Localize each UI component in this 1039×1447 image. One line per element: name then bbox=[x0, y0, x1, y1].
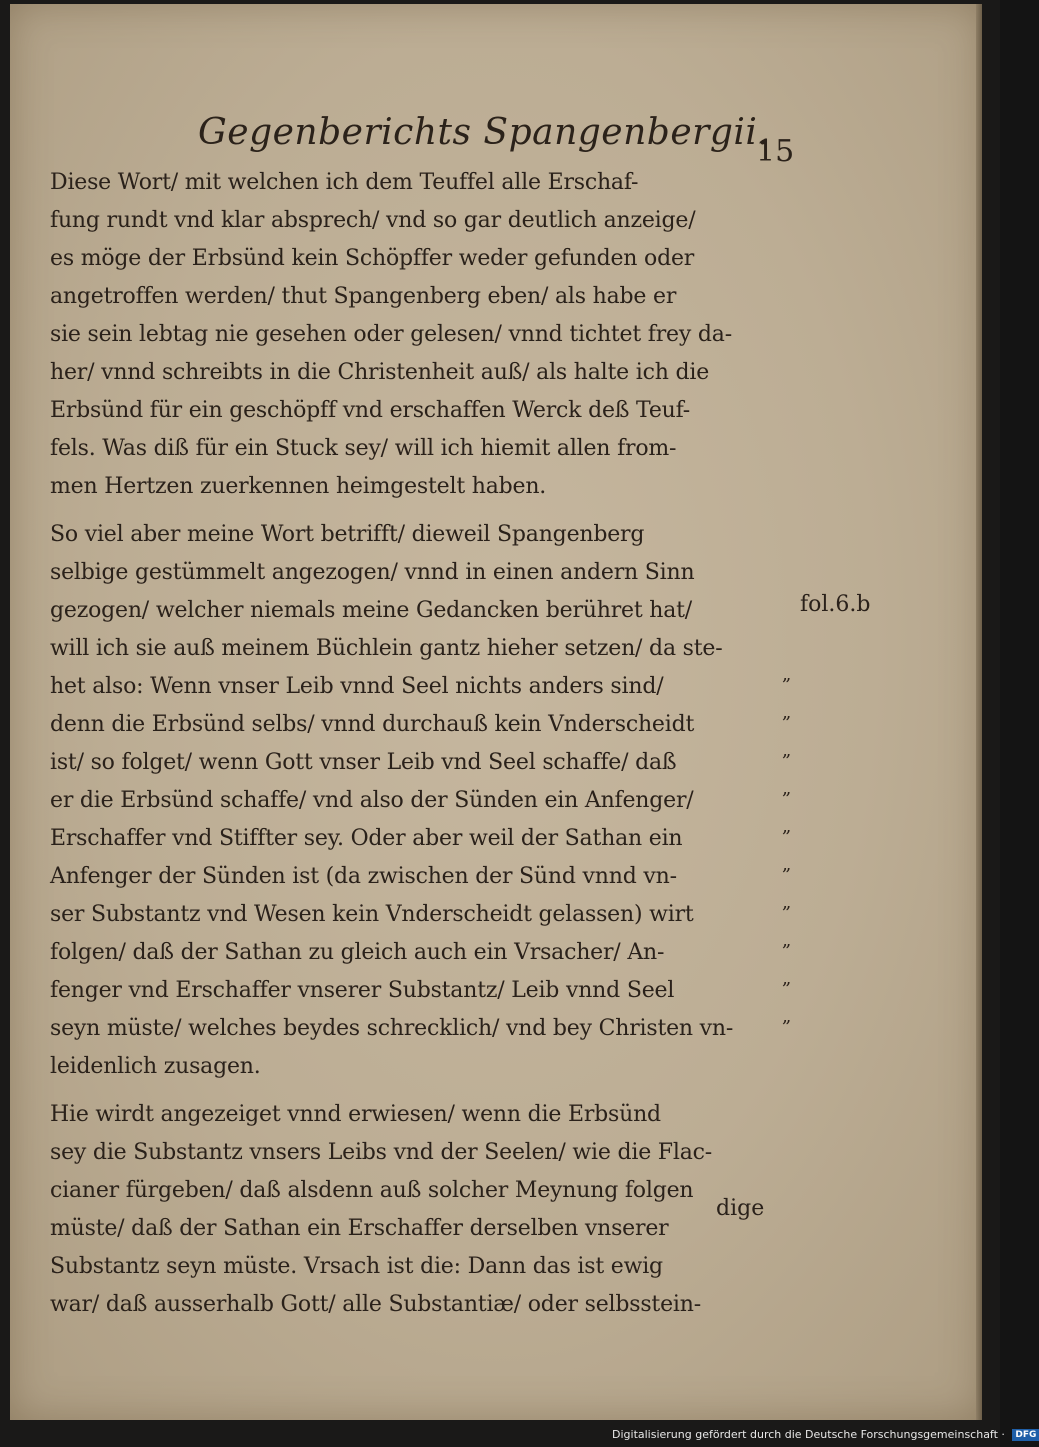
quotation-mark: „ bbox=[782, 816, 792, 837]
text-line: ser Substantz vnd Wesen kein Vnderscheidt gelassen) wirt bbox=[50, 902, 694, 927]
text-line: ist/ so folget/ wenn Gott vnser Leib vnd Seel schaffe/ daß bbox=[50, 750, 677, 775]
text-line: het also: Wenn vnser Leib vnnd Seel nichts anders sind/ bbox=[50, 674, 664, 699]
text-line: Substantz seyn müste. Vrsach ist die: Dann das ist ewig bbox=[50, 1254, 663, 1279]
text-line: gezogen/ welcher niemals meine Gedancken berühret hat/ bbox=[50, 598, 693, 623]
text-line: selbige gestümmelt angezogen/ vnnd in einen andern Sinn bbox=[50, 560, 695, 585]
text-line: fels. Was diß für ein Stuck sey/ will ich hiemit allen from- bbox=[50, 436, 677, 461]
quotation-mark: „ bbox=[782, 1006, 792, 1027]
credit-text: Digitalisierung gefördert durch die Deutsche Forschungsgemeinschaft · bbox=[612, 1428, 1005, 1441]
quotation-mark: „ bbox=[782, 664, 792, 685]
dfg-logo-icon: DFG bbox=[1012, 1429, 1039, 1441]
quotation-mark: „ bbox=[782, 778, 792, 799]
text-line: Erschaffer vnd Stiffter sey. Oder aber weil der Sathan ein bbox=[50, 826, 683, 851]
text-line: Hie wirdt angezeiget vnnd erwiesen/ wenn die Erbsünd bbox=[50, 1102, 661, 1127]
text-line: er die Erbsünd schaffe/ vnd also der Sünden ein Anfenger/ bbox=[50, 788, 694, 813]
quotation-mark: „ bbox=[782, 740, 792, 761]
margin-note: fol.6.b bbox=[800, 592, 871, 617]
text-line: So viel aber meine Wort betrifft/ dieweil Spangenberg bbox=[50, 522, 645, 547]
quotation-mark: „ bbox=[782, 854, 792, 875]
text-line: men Hertzen zuerkennen heimgestelt haben. bbox=[50, 474, 547, 499]
text-line: sie sein lebtag nie gesehen oder gelesen/ vnnd tichtet frey da- bbox=[50, 322, 732, 347]
text-line: müste/ daß der Sathan ein Erschaffer derselben vnserer bbox=[50, 1216, 669, 1241]
text-line: will ich sie auß meinem Büchlein gantz hieher setzen/ da ste- bbox=[50, 636, 723, 661]
quotation-mark: „ bbox=[782, 968, 792, 989]
text-line: Erbsünd für ein geschöpff vnd erschaffen Werck deß Teuf- bbox=[50, 398, 691, 423]
digitization-credit bbox=[612, 1428, 1039, 1441]
text-line: war/ daß ausserhalb Gott/ alle Substantiæ/ oder selbsstein- bbox=[50, 1292, 701, 1317]
page-edge bbox=[976, 4, 982, 1420]
text-line: seyn müste/ welches beydes schrecklich/ vnd bey Christen vn- bbox=[50, 1016, 734, 1041]
text-line: Diese Wort/ mit welchen ich dem Teuffel alle Erschaf- bbox=[50, 170, 639, 195]
page-number: 15 bbox=[756, 134, 795, 169]
text-line: angetroffen werden/ thut Spangenberg eben/ als habe er bbox=[50, 284, 677, 309]
text-line: cianer fürgeben/ daß alsdenn auß solcher Meynung folgen bbox=[50, 1178, 694, 1203]
catchword: dige bbox=[716, 1196, 765, 1221]
text-line: folgen/ daß der Sathan zu gleich auch ein Vrsacher/ An- bbox=[50, 940, 665, 965]
text-line: Anfenger der Sünden ist (da zwischen der Sünd vnnd vn- bbox=[50, 864, 677, 889]
text-line: fenger vnd Erschaffer vnserer Substantz/ Leib vnnd Seel bbox=[50, 978, 675, 1003]
text-line: sey die Substantz vnsers Leibs vnd der Seelen/ wie die Flac- bbox=[50, 1140, 712, 1165]
quotation-mark: „ bbox=[782, 702, 792, 723]
quotation-mark: „ bbox=[782, 892, 792, 913]
book-page bbox=[10, 4, 982, 1420]
running-head: Gegenberichts Spangenbergii. bbox=[198, 112, 770, 153]
text-line: leidenlich zusagen. bbox=[50, 1054, 261, 1079]
text-line: her/ vnnd schreibts in die Christenheit auß/ als halte ich die bbox=[50, 360, 710, 385]
text-line: fung rundt vnd klar absprech/ vnd so gar deutlich anzeige/ bbox=[50, 208, 696, 233]
quotation-mark: „ bbox=[782, 930, 792, 951]
text-line: denn die Erbsünd selbs/ vnnd durchauß kein Vnderscheidt bbox=[50, 712, 695, 737]
text-line: es möge der Erbsünd kein Schöpffer weder gefunden oder bbox=[50, 246, 695, 271]
